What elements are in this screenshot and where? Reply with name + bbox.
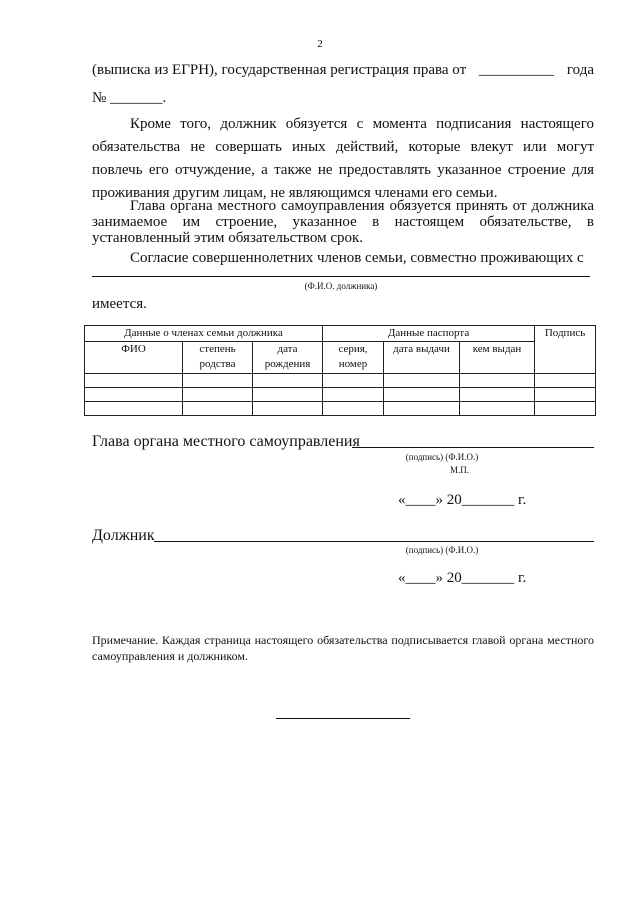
issued-by-header: кем выдан bbox=[460, 342, 535, 374]
table-row bbox=[85, 374, 596, 388]
debtor-signature-caption: (подпись) (Ф.И.О.) bbox=[405, 545, 479, 555]
debtor-name-caption: (Ф.И.О. должника) bbox=[304, 281, 378, 291]
table-group-header-row bbox=[85, 326, 596, 342]
debtor-signature-label: Должник bbox=[92, 527, 155, 544]
family-members-table bbox=[84, 325, 596, 416]
series-number-header: серия, номер bbox=[323, 342, 384, 374]
family-consent-paragraph: Согласие совершеннолетних членов семьи, совместно проживающих с bbox=[130, 250, 584, 266]
page-number: 2 bbox=[317, 38, 323, 50]
head-signature-label: Глава органа местного самоуправления bbox=[92, 433, 360, 450]
debtor-signature-line bbox=[154, 541, 594, 542]
registration-text: (выписка из ЕГРН), государственная регистрация права от bbox=[92, 62, 467, 78]
stamp-place: М.П. bbox=[450, 465, 470, 475]
birth-date-header: дата рождения bbox=[253, 342, 323, 374]
registration-date-blank: __________ bbox=[479, 62, 555, 78]
note: Примечание. Каждая страница настоящего обязательства подписывается главой органа местного самоуправления и должником. bbox=[92, 633, 594, 663]
passport-data-header: Данные паспорта bbox=[323, 326, 535, 342]
relation-header: степень родства bbox=[183, 342, 253, 374]
table-row bbox=[85, 402, 596, 416]
registration-year-word: года bbox=[566, 62, 594, 78]
head-signature-date: «____» 20_______ г. bbox=[398, 492, 527, 508]
head-signature-caption: (подпись) (Ф.И.О.) bbox=[405, 452, 479, 462]
registration-number-line: № _______. bbox=[92, 90, 167, 106]
table-sub-header-row bbox=[85, 342, 596, 374]
head-obligation-paragraph: Глава органа местного самоуправления обязуется принять от должника занимаемое им строение, указанное в настоящем обязательстве, в установленный этим обязательством срок. bbox=[92, 198, 594, 246]
family-data-header: Данные о членах семьи должника bbox=[85, 326, 323, 342]
debtor-name-line bbox=[92, 276, 590, 277]
debtor-signature-date: «____» 20_______ г. bbox=[398, 570, 527, 586]
obligation-paragraph: Кроме того, должник обязуется с момента подписания настоящего обязательства не совершать иных действий, которые влекут или могут повлечь его отчуждение, а также не предоставлять указанное строение для проживания другим лицам, не являющимся членами его семьи. bbox=[92, 116, 594, 201]
head-signature-line bbox=[352, 447, 594, 448]
registration-line bbox=[92, 62, 594, 79]
issue-date-header: дата выдачи bbox=[384, 342, 460, 374]
exists-text: имеется. bbox=[92, 296, 147, 312]
fio-header: ФИО bbox=[85, 342, 183, 374]
signature-header: Подпись bbox=[535, 326, 596, 374]
table-row bbox=[85, 388, 596, 402]
end-divider bbox=[276, 718, 410, 719]
